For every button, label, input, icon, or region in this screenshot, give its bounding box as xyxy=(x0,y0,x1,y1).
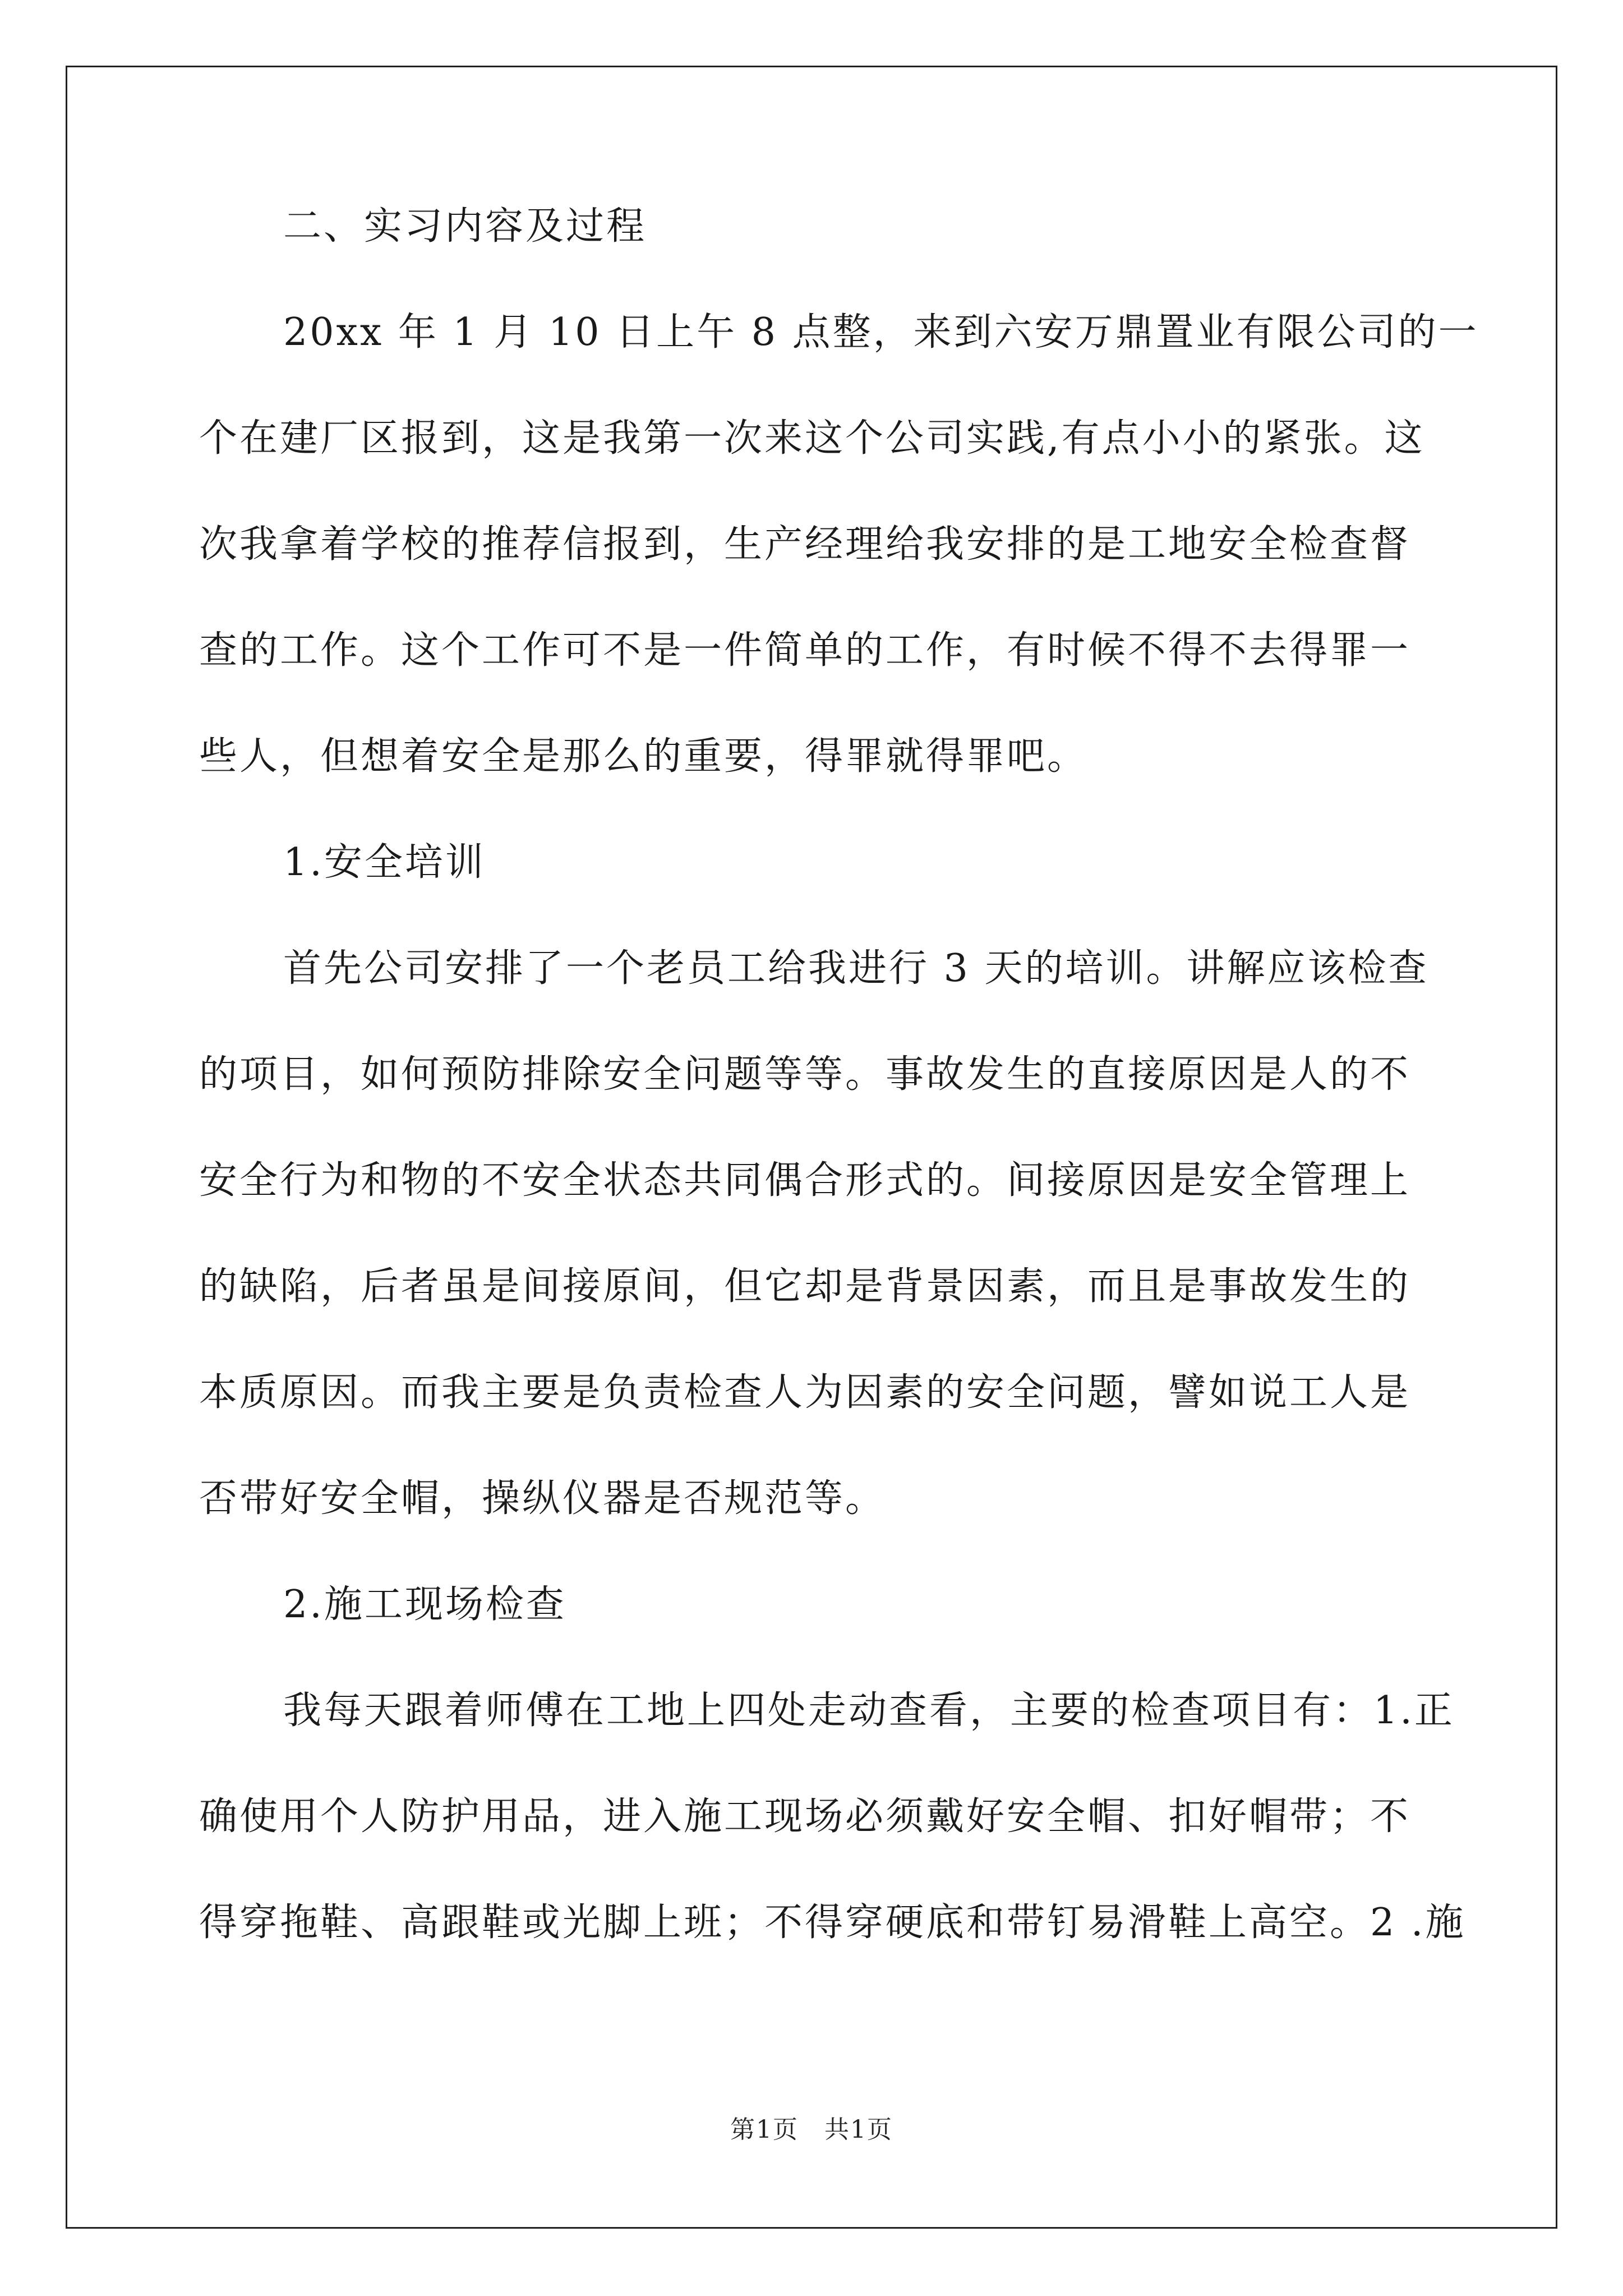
paragraph-line: 本质原因。而我主要是负责检查人为因素的安全问题，譬如说工人是 xyxy=(199,1370,1411,1415)
section-heading: 二、实习内容及过程 xyxy=(283,204,647,249)
paragraph-line: 些人，但想着安全是那么的重要，得罪就得罪吧。 xyxy=(199,734,1088,779)
paragraph-line: 20xx 年 1 月 10 日上午 8 点整，来到六安万鼎置业有限公司的一 xyxy=(283,310,1479,355)
paragraph-line: 的项目，如何预防排除安全问题等等。事故发生的直接原因是人的不 xyxy=(199,1052,1411,1097)
paragraph-line: 查的工作。这个工作可不是一件简单的工作，有时候不得不去得罪一 xyxy=(199,628,1411,673)
paragraph-line: 我每天跟着师傅在工地上四处走动查看，主要的检查项目有：1.正 xyxy=(283,1688,1455,1733)
page-footer: 第1页 共1页 xyxy=(730,2115,893,2144)
subheading: 2.施工现场检查 xyxy=(283,1582,566,1627)
subheading: 1.安全培训 xyxy=(283,840,486,885)
paragraph-line: 首先公司安排了一个老员工给我进行 3 天的培训。讲解应该检查 xyxy=(283,946,1429,991)
paragraph-line: 安全行为和物的不安全状态共同偶合形式的。间接原因是安全管理上 xyxy=(199,1158,1411,1203)
paragraph-line: 的缺陷，后者虽是间接原间，但它却是背景因素，而且是事故发生的 xyxy=(199,1264,1411,1309)
paragraph-line: 个在建厂区报到，这是我第一次来这个公司实践,有点小小的紧张。这 xyxy=(199,416,1425,461)
paragraph-line: 得穿拖鞋、高跟鞋或光脚上班；不得穿硬底和带钉易滑鞋上高空。2 .施 xyxy=(199,1901,1466,1945)
paragraph-line: 次我拿着学校的推荐信报到，生产经理给我安排的是工地安全检查督 xyxy=(199,522,1411,567)
paragraph-line: 否带好安全帽，操纵仪器是否规范等。 xyxy=(199,1476,886,1521)
paragraph-line: 确使用个人防护用品，进入施工现场必须戴好安全帽、扣好帽带；不 xyxy=(199,1795,1411,1839)
